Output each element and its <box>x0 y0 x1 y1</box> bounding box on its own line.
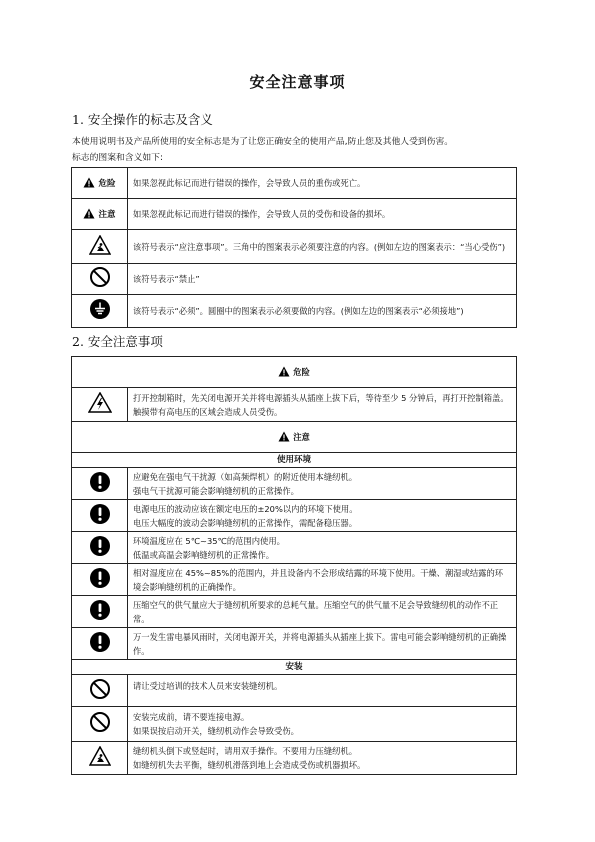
mandatory-icon <box>89 599 111 621</box>
table-row <box>72 168 517 199</box>
table-row <box>72 199 517 230</box>
ground-required-icon <box>89 298 111 320</box>
warning-triangle-icon <box>278 366 290 377</box>
table-row: 应避免在强电气干扰源（如高频焊机）的附近使用本缝纫机。 强电气干扰源可能会影响缝纫机的正常操作。 <box>72 468 517 500</box>
table-row: 环境温度应在 5℃~35℃的范围内使用。 低温或高温会影响缝纫机的正常操作。 <box>72 532 517 564</box>
env-header: 使用环境 <box>72 453 517 468</box>
table-cell: 该符号表示“禁止” <box>128 264 517 295</box>
warning-triangle-icon <box>83 208 95 219</box>
section1-intro-line1: 本使用说明书及产品所使用的安全标志是为了让您正确安全的使用产品,防止您及其他人受到伤害。 <box>72 137 454 147</box>
mandatory-icon <box>89 503 111 525</box>
table-cell: 该符号表示“必须”。圆圈中的图案表示必须要做的内容。(例如左边的图案表示“必须接地”) <box>128 295 517 328</box>
caution-injury-icon <box>89 746 111 766</box>
table-row <box>72 453 517 468</box>
table-row: 请让受过培训的技术人员来安装缝纫机。 <box>72 675 517 707</box>
table-cell: 打开控制箱时，先关闭电源开关并将电源插头从插座上拔下后，等待至少 5 分钟后，再打开控制箱盖。触摸带有高电压的区域会造成人员受伤。 <box>128 388 517 422</box>
caution-signal: 注意 <box>83 210 115 220</box>
table-row <box>72 295 517 328</box>
table-row <box>72 264 517 295</box>
caution-header: 注意 <box>72 422 517 453</box>
table-row <box>72 230 517 264</box>
precautions-table <box>71 356 517 775</box>
table-row: 安装完成前，请不要连接电源。 如果误按启动开关，缝纫机动作会导致受伤。 <box>72 707 517 742</box>
table-row <box>72 660 517 675</box>
table-row <box>72 357 517 388</box>
mandatory-icon <box>89 631 111 653</box>
danger-signal: 危险 <box>83 179 115 189</box>
section1-heading: 1. 安全操作的标志及含义 <box>72 112 213 127</box>
electric-shock-icon <box>88 392 112 413</box>
table-cell: 如果忽视此标记而进行错误的操作，会导致人员的受伤和设备的损坏。 <box>128 199 517 230</box>
install-header: 安装 <box>72 660 517 675</box>
danger-header: 危险 <box>72 357 517 388</box>
table-row: 电源电压的波动应该在额定电压的±20%以内的环境下使用。 电压大幅度的波动会影响缝纫机的正常操作，需配备稳压器。 <box>72 500 517 532</box>
table-row: 相对湿度应在 45%~85%的范围内，并且设备内不会形成结露的环境下使用。干燥、潮湿或结露的环境会影响缝纫机的正确操作。 <box>72 564 517 596</box>
section1-intro-line2: 标志的图案和含义如下: <box>72 153 163 163</box>
mandatory-icon <box>89 567 111 589</box>
warning-triangle-icon <box>278 431 290 442</box>
table-row: 缝纫机头倒下或竖起时，请用双手操作。不要用力压缝纫机。 如缝纫机失去平衡，缝纫机滑落到地上会造成受伤或机器损坏。 <box>72 742 517 775</box>
table-row: 压缩空气的供气量应大于缝纫机所要求的总耗气量。压缩空气的供气量不足会导致缝纫机的动作不正常。 <box>72 596 517 628</box>
prohibition-icon <box>89 266 111 288</box>
table-cell: 如果忽视此标记而进行错误的操作，会导致人员的重伤或死亡。 <box>128 168 517 199</box>
symbol-table <box>71 167 517 328</box>
table-cell: 该符号表示“应注意事项”。三角中的图案表示必须要注意的内容。(例如左边的图案表示：“当心受伤”) <box>128 230 517 264</box>
warning-triangle-icon <box>83 177 95 188</box>
mandatory-icon <box>89 471 111 493</box>
prohibition-icon <box>89 678 111 700</box>
caution-injury-icon <box>89 235 111 255</box>
table-row <box>72 388 517 422</box>
table-row: 万一发生雷电暴风雨时，关闭电源开关，并将电源插头从插座上拔下。雷电可能会影响缝纫机的正确操作。 <box>72 628 517 660</box>
table-row <box>72 422 517 453</box>
prohibition-icon <box>89 711 111 733</box>
mandatory-icon <box>89 535 111 557</box>
section2-heading: 2. 安全注意事项 <box>72 334 163 349</box>
page-title: 安全注意事项 <box>249 73 346 91</box>
